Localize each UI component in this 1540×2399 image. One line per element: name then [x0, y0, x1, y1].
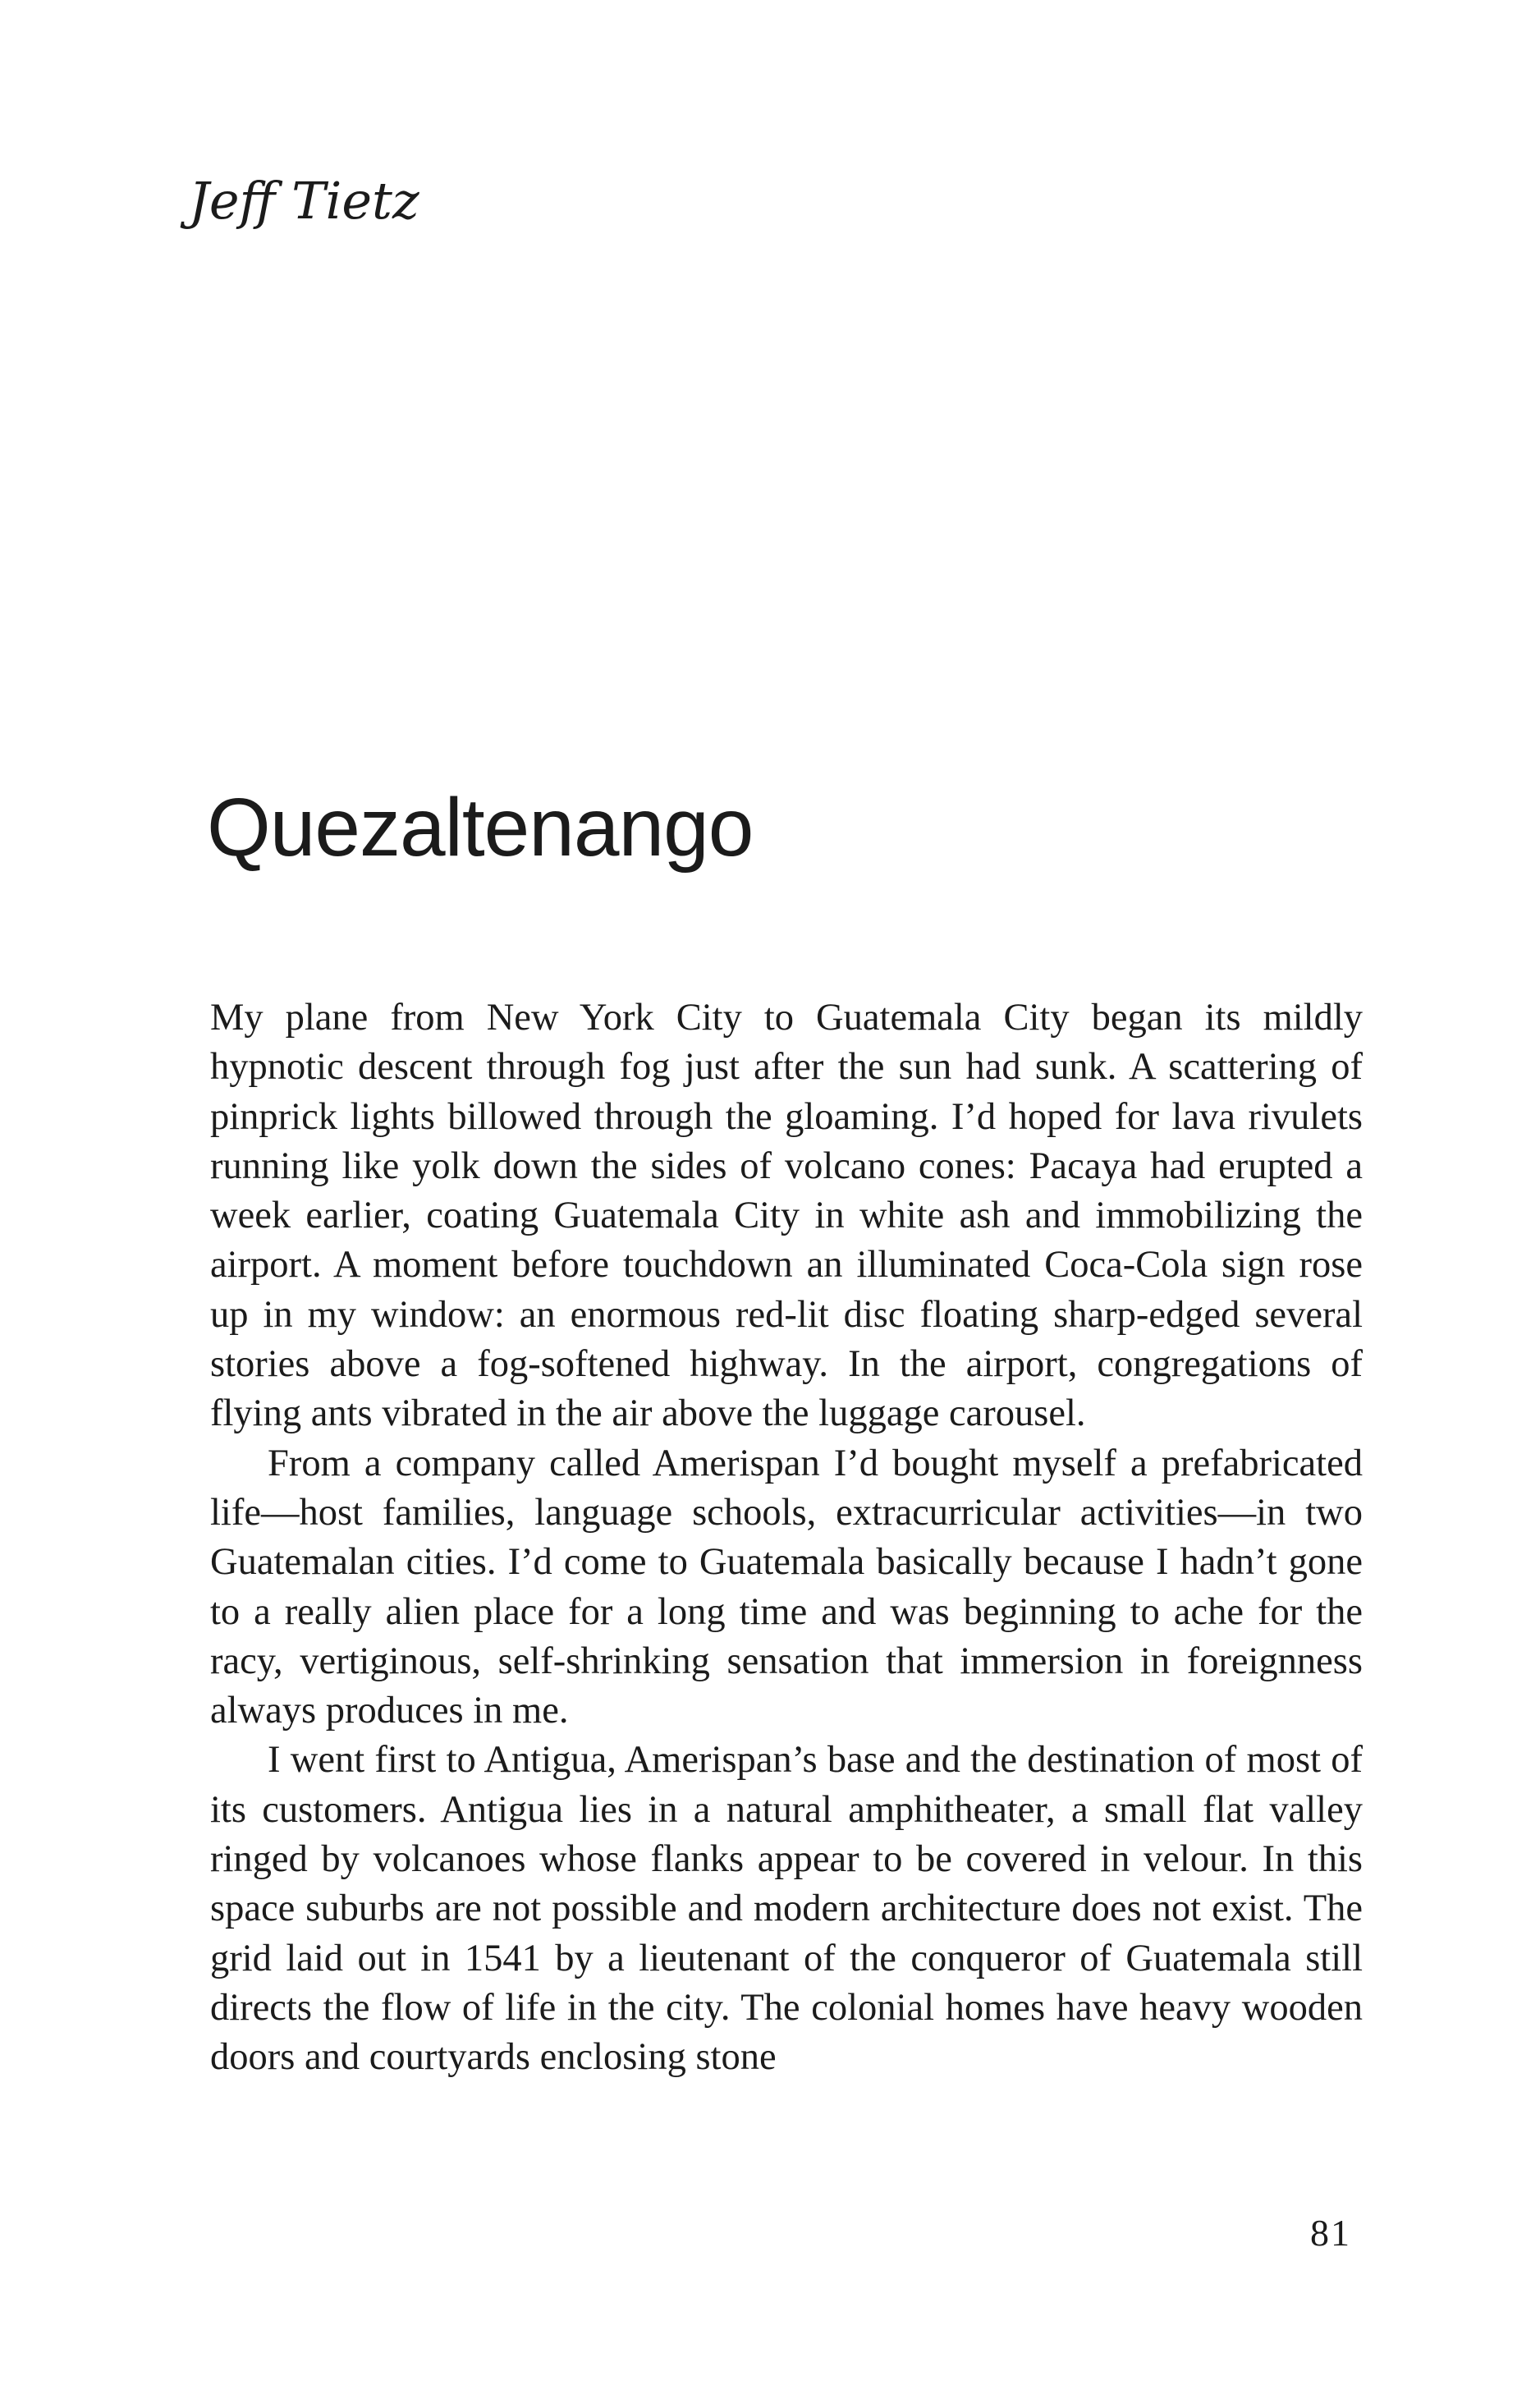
chapter-title: Quezaltenango	[207, 782, 754, 874]
paragraph-2: From a company called Amerispan I’d bought myself a prefabricated life—host families, language schools, extracurricular activities—in two Guatemalan cities. I’d come to Guatemala basically because I hadn’t gone to a really alien place for a long time and was beginning to ache for the racy, vertiginous, self-shrinking sensation that immersion in foreignness always produces in me.	[210, 1442, 1363, 1732]
page-number: 81	[1310, 2212, 1351, 2254]
author-name: Jeff Tietz	[189, 171, 419, 231]
paragraph-3: I went first to Antigua, Amerispan’s base and the destination of most of its customers. Antigua lies in a natural amphitheater, a small flat valley ringed by volcanoes whose flanks appear to be covered in velour. In this space suburbs are not possible and modern architecture does not exist. The grid laid out in 1541 by a lieutenant of the conqueror of Guatemala still directs the flow of life in the city. The colonial homes have heavy wooden doors and courtyards enclosing stone	[210, 1739, 1363, 2079]
paragraph-1: My plane from New York City to Guatemala City began its mildly hypnotic descent through fog just after the sun had sunk. A scattering of pinprick lights billowed through the gloaming. I’d hoped for lava rivulets running like yolk down the sides of volcano cones: Pacaya had erupted a week earlier, coating Guatemala City in white ash and immobilizing the airport. A moment before touchdown an illuminated Coca-Cola sign rose up in my window: an enormous red-lit disc floating sharp-edged several stories above a fog-softened highway. In the airport, congregations of flying ants vibrated in the air above the luggage carousel.	[210, 997, 1363, 1435]
chapter-body	[210, 993, 1363, 2083]
